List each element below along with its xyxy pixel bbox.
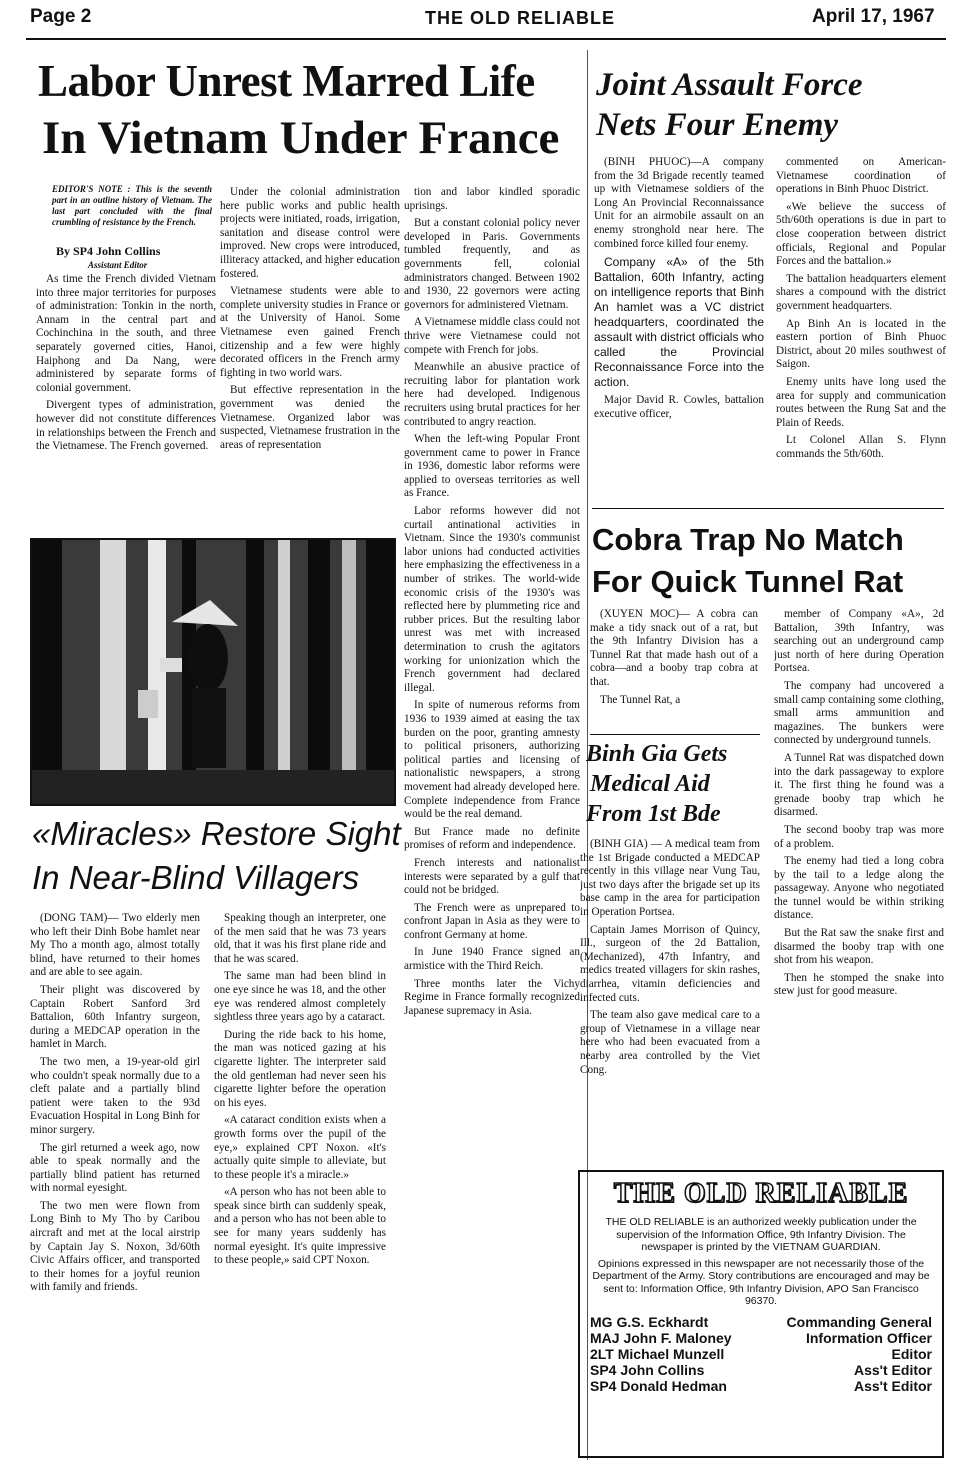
staff-role: Ass't Editor xyxy=(853,1377,932,1394)
staff-row xyxy=(590,1362,932,1378)
cobra-col1-paragraph: The Tunnel Rat, a xyxy=(600,693,681,706)
photo-illustration xyxy=(32,540,394,804)
cobra-col2-paragraph: But the Rat saw the snake first and disarmed the booby trap with one shot from his weapon. xyxy=(774,927,944,967)
staff-name: MAJ John F. Maloney xyxy=(590,1329,732,1346)
staff-role: Commanding General xyxy=(786,1313,932,1330)
labor-col3-paragraph: Three months later the Vichy Regime in France formally recognized Japanese supremacy in Asia. xyxy=(404,977,580,1017)
cobra-headline-2: For Quick Tunnel Rat xyxy=(592,564,904,599)
labor-column-2 xyxy=(220,186,400,456)
staff-role: Ass't Editor xyxy=(853,1361,932,1378)
labor-column-1 xyxy=(36,273,216,458)
joint-col1-paragraph: Company «A» of the 5th Battalion, 60th Infantry, acting on intelligence reports that Binh An hamlet was a VC district headquarters, coordinated the assault with district officials who called the Provincial Reconnaissance Force into the action. xyxy=(594,255,764,390)
box-text-1: THE OLD RELIABLE is an authorized weekly publication under the supervision of the Information Office, 9th Infantry Division. The newspaper is printed by the VIETNAM GUARDIAN. xyxy=(605,1216,917,1253)
labor-headline-2: In Vietnam Under France xyxy=(42,112,560,164)
joint-col2-paragraph: Lt Colonel Allan S. Flynn commands the 5th/60th. xyxy=(776,434,946,460)
cobra-col2-paragraph: The enemy had tied a long cobra by the tail to a ledge along the passageway. Anyone who negotiated the tunnel would be within striking distance. xyxy=(774,855,944,922)
joint-col2-paragraph: Enemy units have long used the area for supply and communication routes between the Rung Sat and the Plain of Reeds. xyxy=(776,375,946,429)
cobra-col2-paragraph: A Tunnel Rat was dispatched down into the dark passageway to explore it. The first thing he found was a grenade booby trap which he disarmed. xyxy=(774,751,944,819)
editors-note: EDITOR'S NOTE : This is the seventh part in an outline history of Vietnam. The last part concluded with the final crumbling of resistance by the French. xyxy=(52,184,212,227)
joint-headline-2: Nets Four Enemy xyxy=(596,107,839,143)
staff-role: Editor xyxy=(891,1345,932,1362)
miracles-col2-paragraph: «A cataract condition exists when a growth forms over the pupil of the eye,» explained CPT Noxon. «It's actually quite simple to alleviate, but to these people it's a miracle.» xyxy=(214,1114,386,1181)
labor-col3-paragraph: French interests and nationalist interests were separated by a gulf that could not be bridged. xyxy=(404,856,580,897)
labor-headline-1: Labor Unrest Marred Life xyxy=(38,56,535,106)
labor-col3-paragraph: But France made no definite promises of reform and independence. xyxy=(404,825,580,852)
labor-col2-paragraph: Under the colonial administration here public works and public health projects were initiated, roads, irrigation, sanitation and disease control were improved. New crops were introduced, illiteracy attacked, and higher education fostered. xyxy=(220,186,400,280)
labor-byline: By SP4 John Collins xyxy=(56,244,161,258)
rubber-plantation-photo xyxy=(30,538,396,806)
section-rule xyxy=(592,508,944,509)
binhgia-headline-3: From 1st Bde xyxy=(586,801,721,827)
paper-name: THE OLD RELIABLE xyxy=(425,8,615,28)
miracles-headline-2: In Near-Blind Villagers xyxy=(32,859,360,896)
joint-col2-paragraph: The battalion headquarters element shares a compound with the district government headquarters. xyxy=(776,272,946,312)
labor-col3-paragraph: In spite of numerous reforms from 1936 to 1939 aimed at easing the tax burden on the poor, granting amnesty to political prisoners, authorizing political parties and licensing of nationalistic newspapers, a strong movement had already developed here. Complete independence from France would be the real demand. xyxy=(404,699,580,821)
cobra-col2-paragraph: Then he stomped the snake into stew just for good measure. xyxy=(774,971,944,998)
miracles-col2-paragraph: The same man had been blind in one eye since he was 18, and the other eye was rendered almost completely sightless three years ago by a cataract. xyxy=(214,970,386,1024)
staff-role: Information Officer xyxy=(805,1329,932,1346)
miracles-column-2 xyxy=(214,912,386,1460)
joint-headline-1: Joint Assault Force xyxy=(596,67,863,103)
box-title: THE OLD RELIABLE xyxy=(613,1178,909,1209)
joint-col1-paragraph: (BINH PHUOC)—A company from the 3d Brigade recently teamed up with Vietnamese soldiers of the Long An Provincial Reconnaissance Unit for an airmobile assault on an enemy stronghold near here. The combined force killed four enemy. xyxy=(594,156,764,250)
staff-name: MG G.S. Eckhardt xyxy=(590,1313,709,1330)
staff-row xyxy=(590,1314,932,1330)
cobra-col1-paragraph: (XUYEN MOC)— A cobra can make a tidy snack out of a rat, but the 9th Infantry Division has a Tunnel Rat that made hash out of a cobra—and a booby trap cobra at that. xyxy=(590,608,758,688)
binhgia-headline-1: Binh Gia Gets xyxy=(586,741,728,767)
labor-col1-paragraph: Divergent types of administration, however did not constitute differences in relationships between the French and the Vietnamese. The French governed. xyxy=(36,399,216,453)
staff-name: SP4 John Collins xyxy=(590,1361,705,1378)
labor-col3-paragraph: The French were as unprepared to confront Japan in Asia as they were to confront Germany at home. xyxy=(404,901,580,941)
labor-col3-paragraph: A Vietnamese middle class could not thrive were Vietnamese could not compete with French for jobs. xyxy=(404,316,580,356)
staff-row xyxy=(590,1378,932,1394)
miracles-col1-paragraph: (DONG TAM)— Two elderly men who left their Dinh Bobe hamlet near My Tho a month ago, almost totally blind, have returned to their homes and are able to see again. xyxy=(30,912,200,979)
miracles-col1-paragraph: The two men, a 19-year-old girl who couldn't speak normally due to a cleft palate and a partially blind patient were taken to the 93d Evacuation Hospital in Long Binh for minor surgery. xyxy=(30,1055,200,1136)
binhgia-paragraph: The team also gave medical care to a group of Vietnamese in a village near here who had been evacuated from a nearby area controlled by the Viet Cong. xyxy=(580,1009,760,1076)
staff-list xyxy=(590,1314,932,1394)
joint-col1-paragraph: Major David R. Cowles, battalion executive officer, xyxy=(594,394,764,420)
miracles-col2-paragraph: Speaking though an interpreter, one of the men said that he was 73 years old, that it was his first plane ride and that he was scared. xyxy=(214,912,386,965)
box-text-2: Opinions expressed in this newspaper are not necessarily those of the Department of the Army. Story contributions are encouraged and may be sent to: Information Office, 9th Infantry Division, APO San Francisco 96370. xyxy=(592,1257,930,1307)
masthead-rule xyxy=(26,38,946,40)
miracles-column-1 xyxy=(30,912,200,1460)
binhgia-body xyxy=(580,838,760,1158)
binhgia-paragraph: (BINH GIA) — A medical team from the 1st Brigade conducted a MEDCAP recently in this village near Vung Tau, just two days after the brigade set up its base camp in the area for participation in Operation Portsea. xyxy=(580,838,760,918)
staff-row xyxy=(590,1330,932,1346)
cobra-col2-paragraph: The second booby trap was more of a problem. xyxy=(774,823,944,850)
labor-col3-paragraph: Labor reforms however did not curtail antinational activities in Vietnam. Since the 1930's communist labor unions had conducted activities here emphasizing the effectiveness in a number of strikes. The world-wide economic crisis of the 1930's was reflected here by plummeting rice and rubber prices. But the resulting labor unrest was met with increased determination to crush the agitators working for unionization which the French government had declared illegal. xyxy=(404,505,580,694)
binhgia-headline-2: Medical Aid xyxy=(590,771,710,797)
publication-info-box xyxy=(578,1170,944,1458)
labor-col3-paragraph: tion and labor kindled sporadic uprisings. xyxy=(404,186,580,212)
joint-col2-paragraph: Ap Binh An is located in the eastern portion of Binh Phuoc District, about 20 miles southwest of Saigon. xyxy=(776,317,946,371)
labor-column-3 xyxy=(404,186,580,1456)
labor-col2-paragraph: Vietnamese students were able to complete university studies in France or at the University of Hanoi. Some Vietnamese even gained French citizenship and a few were highly decorated officers in the French army fighting in two world wars. xyxy=(220,285,400,379)
staff-name: SP4 Donald Hedman xyxy=(590,1377,727,1394)
staff-name: 2LT Michael Munzell xyxy=(590,1345,725,1362)
labor-col3-paragraph: In June 1940 France signed an armistice with the Third Reich. xyxy=(404,946,580,973)
labor-col2-paragraph: But effective representation in the government was denied the Vietnamese. Organized labor was suspected, Vietnamese frustration in the areas of representation xyxy=(220,384,400,451)
miracles-col1-paragraph: Their plight was discovered by Captain Robert Sanford 3rd Battalion, 60th Infantry surgeon, during a MEDCAP operation in the hamlet in March. xyxy=(30,983,200,1051)
labor-col3-paragraph: When the left-wing Popular Front government came to power in France in 1936, domestic labor reforms were applied to overseas territories as well as France. xyxy=(404,433,580,500)
miracles-col2-paragraph: «A person who has not been able to speak since birth can suddenly speak, and a person who has not been able to see for many years suddenly has normal eyesight. It's quite impressive to these people,» said CPT Noxon. xyxy=(214,1186,386,1267)
cobra-column-1 xyxy=(590,608,758,728)
labor-col1-paragraph: As time the French divided Vietnam into three major territories for purposes of administration: Tonkin in the north, Annam in the central part and Cochinchina in the south, and three separately governed cities, Hanoi, Haiphong and Da Nang, were administered by separate forms of colonial government. xyxy=(36,273,216,394)
section-rule xyxy=(590,734,760,735)
miracles-col2-paragraph: During the ride back to his home, the man was noticed gazing at his cigarette lighter. The interpreter said the old gentleman had never seen his cigarette lighter before the operation on his eyes. xyxy=(214,1028,386,1109)
joint-column-1 xyxy=(594,156,764,498)
cobra-col2-paragraph: member of Company «A», 2d Battalion, 39th Infantry, was searching out an underground camp just north of here during Operation Portsea. xyxy=(774,608,944,675)
page-number: Page 2 xyxy=(30,6,92,27)
miracles-col1-paragraph: The two men were flown from Long Binh to My Tho by Caribou aircraft and met at the local airstrip by Captain Jay S. Noxon, 3d/60th Civic Affairs officer, and transported to their homes for a joyful reunion with family and friends. xyxy=(30,1199,200,1294)
binhgia-paragraph: Captain James Morrison of Quincy, Ill., surgeon of the 2d Battalion, (Mechanized), 47th Infantry, and medics treated villagers for skin rashes, diarrhea, vitamin deficiencies and infected cuts. xyxy=(580,923,760,1004)
joint-col2-paragraph: «We believe the success of 5th/60th operations is due in part to close cooperation between district officials, Regional and Popular Forces and the battalion.» xyxy=(776,200,946,268)
labor-byline-title: Assistant Editor xyxy=(88,260,148,270)
labor-col3-paragraph: Meanwhile an abusive practice of recruiting labor for plantation work here had developed. Indigenous recruiters using brutal practices for her contributed to angry reaction. xyxy=(404,361,580,428)
miracles-headline-1: «Miracles» Restore Sight xyxy=(32,815,401,852)
staff-row xyxy=(590,1346,932,1362)
miracles-col1-paragraph: The girl returned a week ago, now able to speak normally and the partially blind patient has returned with normal eyesight. xyxy=(30,1141,200,1195)
cobra-column-2 xyxy=(774,608,944,1128)
joint-col2-paragraph: commented on American-Vietnamese coordination of operations in Binh Phuoc District. xyxy=(776,156,946,196)
cobra-headline-1: Cobra Trap No Match xyxy=(592,522,904,557)
issue-date: April 17, 1967 xyxy=(812,6,935,27)
joint-column-2 xyxy=(776,156,946,498)
labor-col3-paragraph: But a constant colonial policy never developed in Paris. Governments tumbled frequently, and as governments fell, colonial administrators changed. Between 1902 and 1930, 22 governors were acting governors for administered Vietnam. xyxy=(404,217,580,311)
cobra-col2-paragraph: The company had uncovered a small camp containing some clothing, small arms ammunition and magazines. The bunkers were connected by underground tunnels. xyxy=(774,679,944,747)
